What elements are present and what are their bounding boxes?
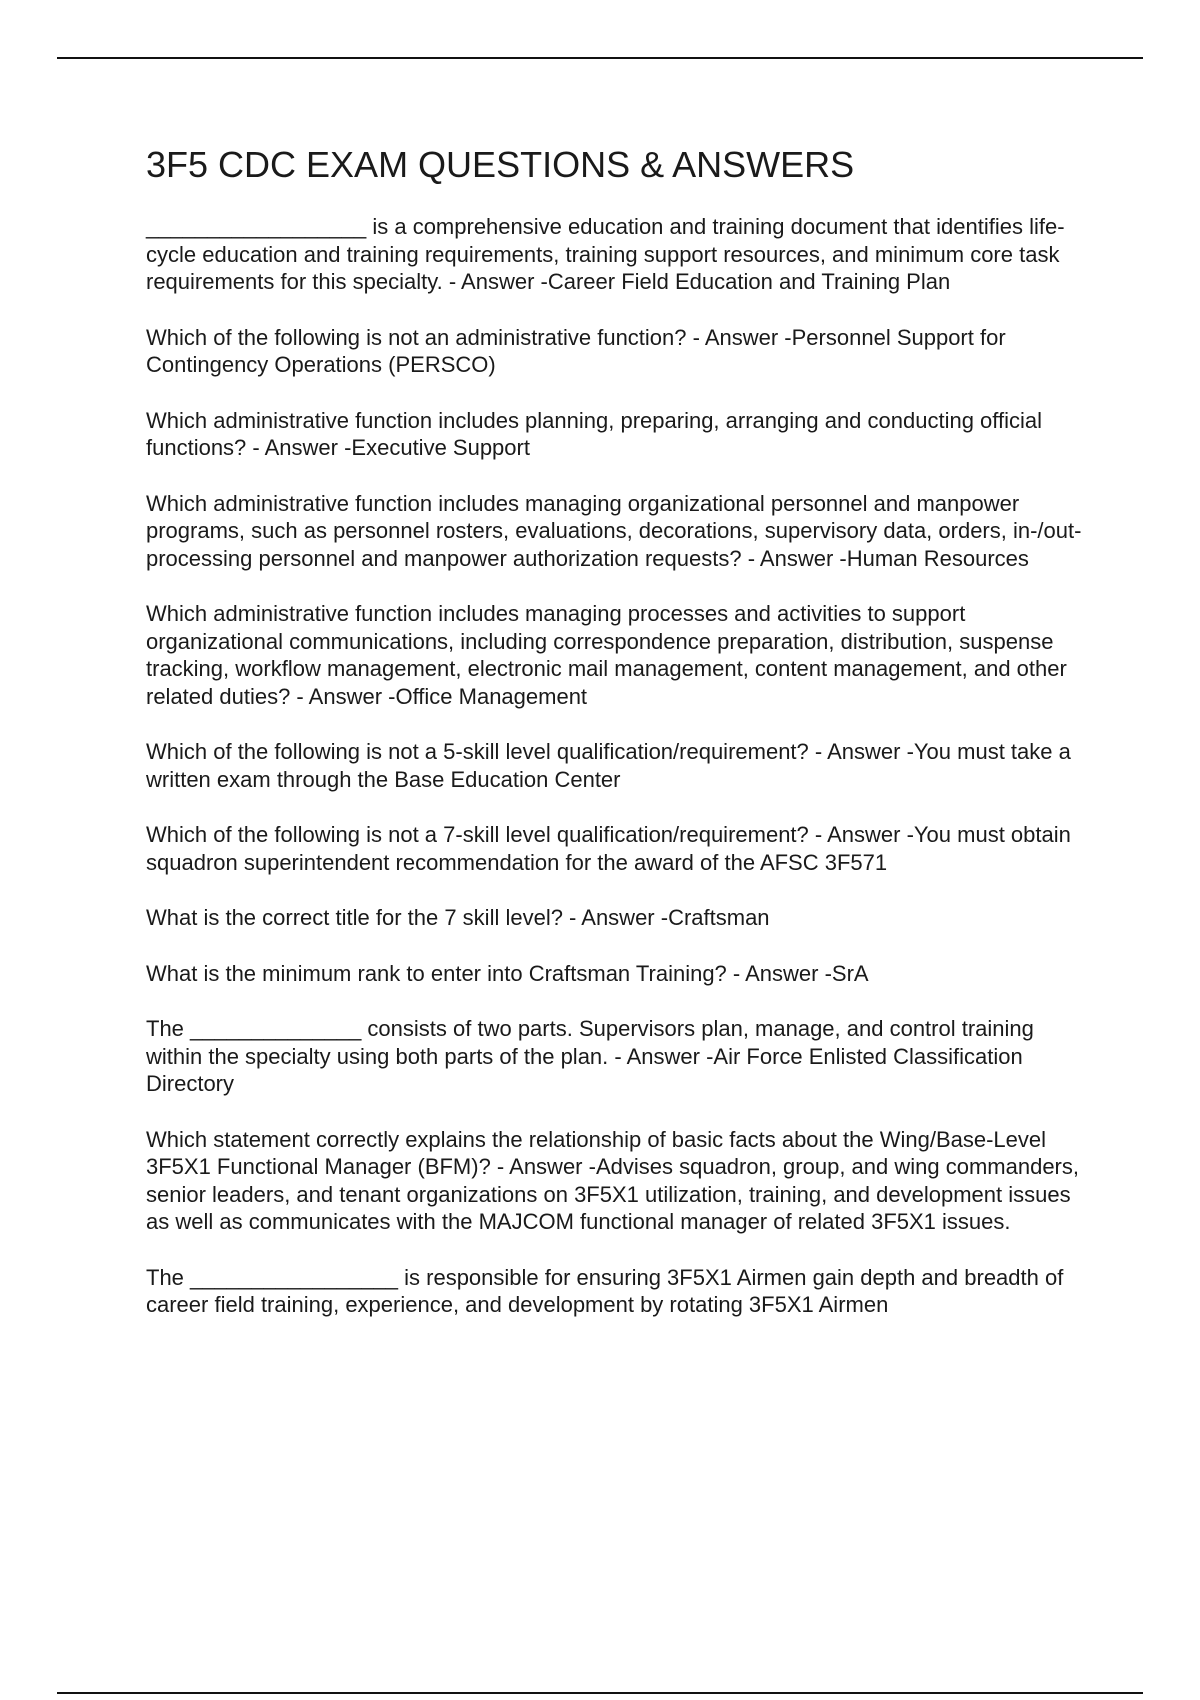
bottom-rule — [57, 1692, 1143, 1694]
document-body — [146, 143, 1091, 1347]
qa-item: The ______________ consists of two parts. Supervisors plan, manage, and control training within the specialty using both parts of the plan. - Answer -Air Force Enlisted Classification Directory — [146, 1016, 1034, 1096]
qa-item: Which of the following is not a 7-skill level qualification/requirement? - Answer -You must obtain squadron superintendent recommendation for the award of the AFSC 3F571 — [146, 822, 1071, 875]
top-rule — [57, 57, 1143, 59]
document-title: 3F5 CDC EXAM QUESTIONS & ANSWERS — [146, 144, 855, 185]
qa-item: __________________ is a comprehensive education and training document that identifies life-cycle education and training requirements, training support resources, and minimum core task requirements for this specialty. - Answer -Career Field Education and Training Plan — [146, 214, 1065, 294]
qa-item: Which statement correctly explains the relationship of basic facts about the Wing/Base-Level 3F5X1 Functional Manager (BFM)? - Answer -Advises squadron, group, and wing commanders, senior leaders, and tenant organizations on 3F5X1 utilization, training, and development issues as well as communicates with the MAJCOM functional manager of related 3F5X1 issues. — [146, 1126, 1079, 1234]
qa-item: The _________________ is responsible for ensuring 3F5X1 Airmen gain depth and breadth of career field training, experience, and development by rotating 3F5X1 Airmen — [146, 1264, 1064, 1317]
qa-item: Which administrative function includes managing organizational personnel and manpower programs, such as personnel rosters, evaluations, decorations, supervisory data, orders, in-/out-processing personnel and manpower authorization requests? - Answer -Human Resources — [146, 490, 1082, 571]
qa-item: What is the minimum rank to enter into Craftsman Training? - Answer -SrA — [146, 960, 869, 986]
qa-item: Which administrative function includes managing processes and activities to support organizational communications, including correspondence preparation, distribution, suspense tracking, workflow management, electronic mail management, content management, and other related duties? - Answer -Office Management — [146, 601, 1067, 709]
qa-item: Which of the following is not a 5-skill level qualification/requirement? - Answer -You must take a written exam through the Base Education Center — [146, 739, 1071, 792]
qa-list — [146, 213, 1091, 1319]
qa-item: Which of the following is not an administrative function? - Answer -Personnel Support for Contingency Operations (PERSCO) — [146, 324, 1006, 377]
qa-item: What is the correct title for the 7 skill level? - Answer -Craftsman — [146, 905, 770, 930]
qa-item: Which administrative function includes planning, preparing, arranging and conducting official functions? - Answer -Executive Support — [146, 407, 1043, 460]
